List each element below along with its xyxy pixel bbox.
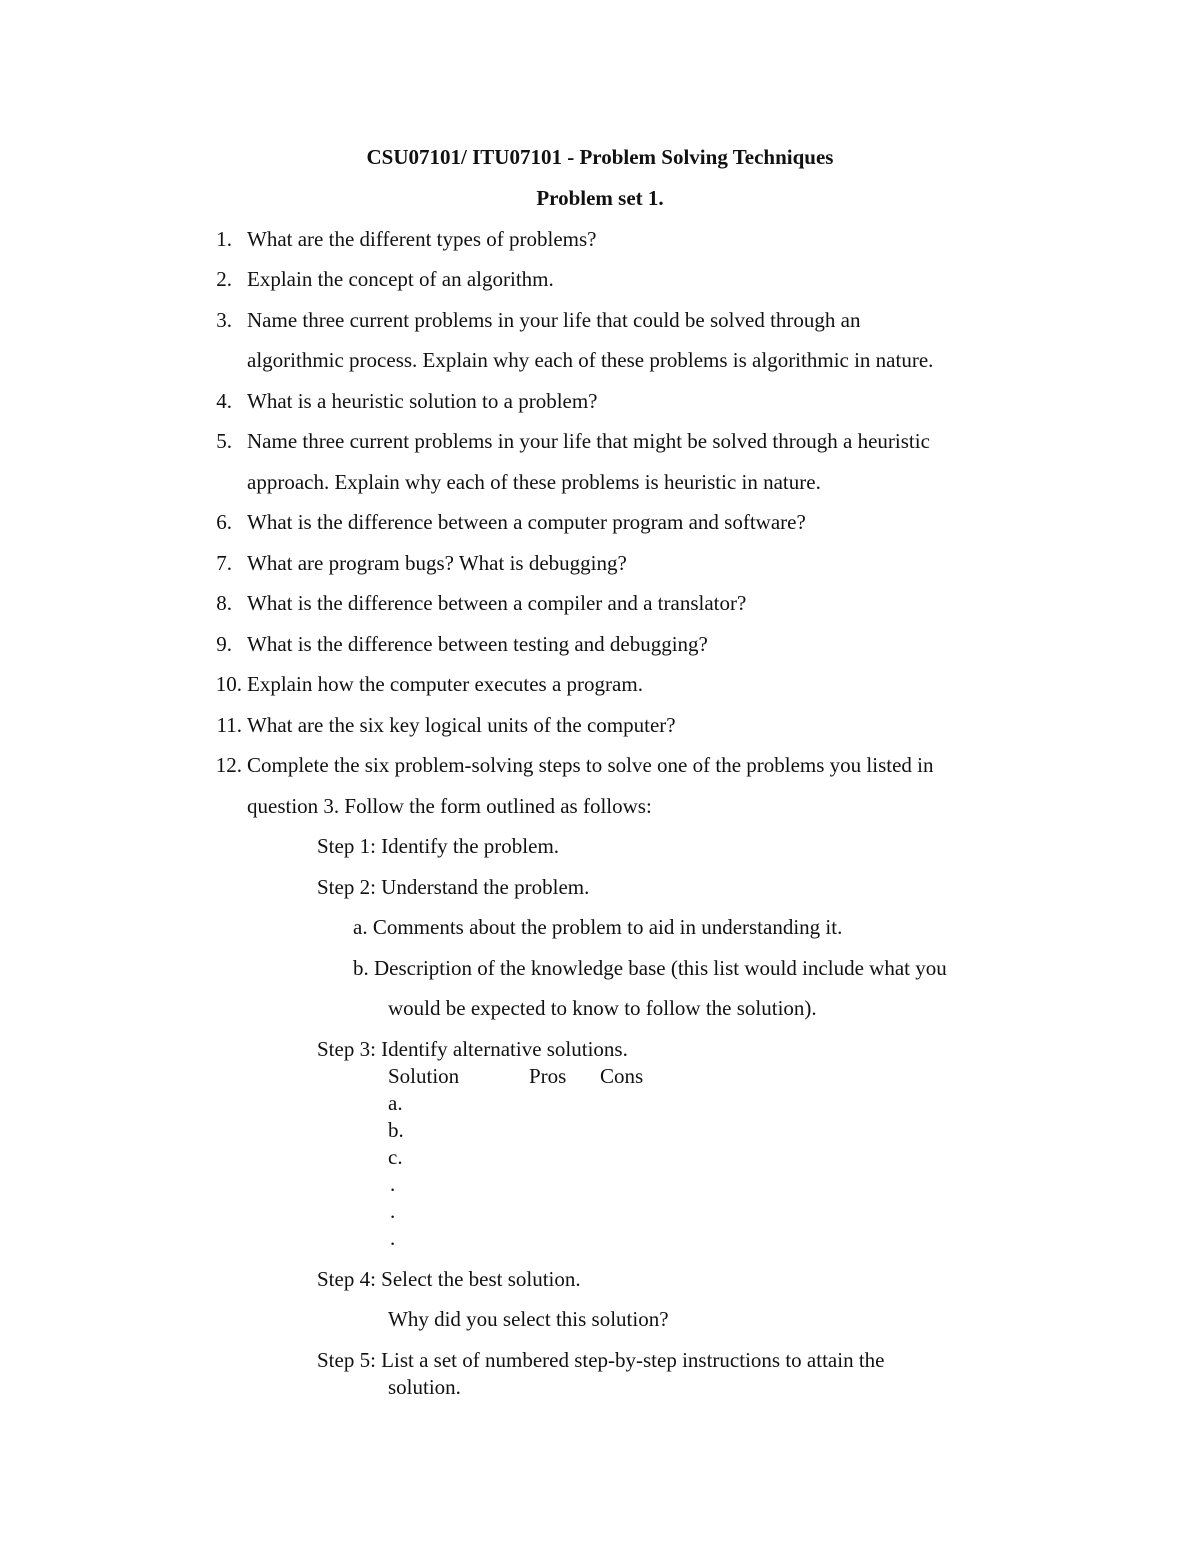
question-text: What is the difference between testing and debugging?: [247, 632, 708, 656]
question-text-continued: algorithmic process. Explain why each of these problems is algorithmic in nature.: [247, 348, 934, 372]
table-row: c.: [388, 1145, 403, 1169]
column-header-pros: Pros: [529, 1064, 567, 1088]
table-row: b.: [388, 1118, 404, 1142]
question-text: What are the different types of problems?: [247, 227, 597, 251]
question-number: 5.: [216, 429, 232, 453]
step-5-continued: solution.: [388, 1375, 461, 1399]
question-text: What are program bugs? What is debugging?: [247, 551, 627, 575]
column-header-solution: Solution: [388, 1064, 460, 1088]
question-text: Name three current problems in your life that might be solved through a heuristic: [247, 429, 930, 453]
table-row: a.: [388, 1091, 403, 1115]
question-text: What is the difference between a computer program and software?: [247, 510, 806, 534]
column-header-cons: Cons: [600, 1064, 644, 1088]
step-2-item-a: a. Comments about the problem to aid in understanding it.: [353, 915, 843, 939]
question-text: What is the difference between a compiler and a translator?: [247, 591, 747, 615]
question-number: 8.: [216, 591, 232, 615]
question-number: 7.: [216, 551, 232, 575]
question-text: Name three current problems in your life that could be solved through an: [247, 308, 861, 332]
question-text-continued: approach. Explain why each of these problems is heuristic in nature.: [247, 470, 821, 494]
step-2: Step 2: Understand the problem.: [317, 875, 590, 899]
question-text: What is a heuristic solution to a problem?: [247, 389, 598, 413]
question-number: 3.: [216, 308, 232, 332]
table-row: .: [390, 1172, 396, 1196]
question-number: 10.: [215, 672, 242, 696]
question-number: 6.: [216, 510, 232, 534]
document-title: CSU07101/ ITU07101 - Problem Solving Techniques: [366, 145, 834, 169]
step-2-item-b: b. Description of the knowledge base (this list would include what you: [353, 956, 947, 980]
question-text: Complete the six problem-solving steps to solve one of the problems you listed in: [247, 753, 934, 777]
question-number: 12.: [215, 753, 242, 777]
step-5: Step 5: List a set of numbered step-by-step instructions to attain the: [317, 1348, 885, 1372]
question-text: Explain how the computer executes a program.: [247, 672, 643, 696]
step-4-question: Why did you select this solution?: [388, 1307, 669, 1331]
problem-set-heading: Problem set 1.: [536, 186, 664, 210]
question-text-continued: question 3. Follow the form outlined as follows:: [247, 794, 652, 818]
question-text: What are the six key logical units of the computer?: [247, 713, 676, 737]
step-3: Step 3: Identify alternative solutions.: [317, 1037, 628, 1061]
question-number: 2.: [216, 267, 232, 291]
table-row: .: [390, 1226, 396, 1250]
question-number: 1.: [216, 227, 232, 251]
step-2-item-b-continued: would be expected to know to follow the solution).: [388, 996, 817, 1020]
table-row: .: [390, 1199, 396, 1223]
question-number: 4.: [216, 389, 232, 413]
question-number: 9.: [216, 632, 232, 656]
question-number: 11.: [216, 713, 242, 737]
step-4: Step 4: Select the best solution.: [317, 1267, 581, 1291]
step-1: Step 1: Identify the problem.: [317, 834, 560, 858]
question-text: Explain the concept of an algorithm.: [247, 267, 554, 291]
